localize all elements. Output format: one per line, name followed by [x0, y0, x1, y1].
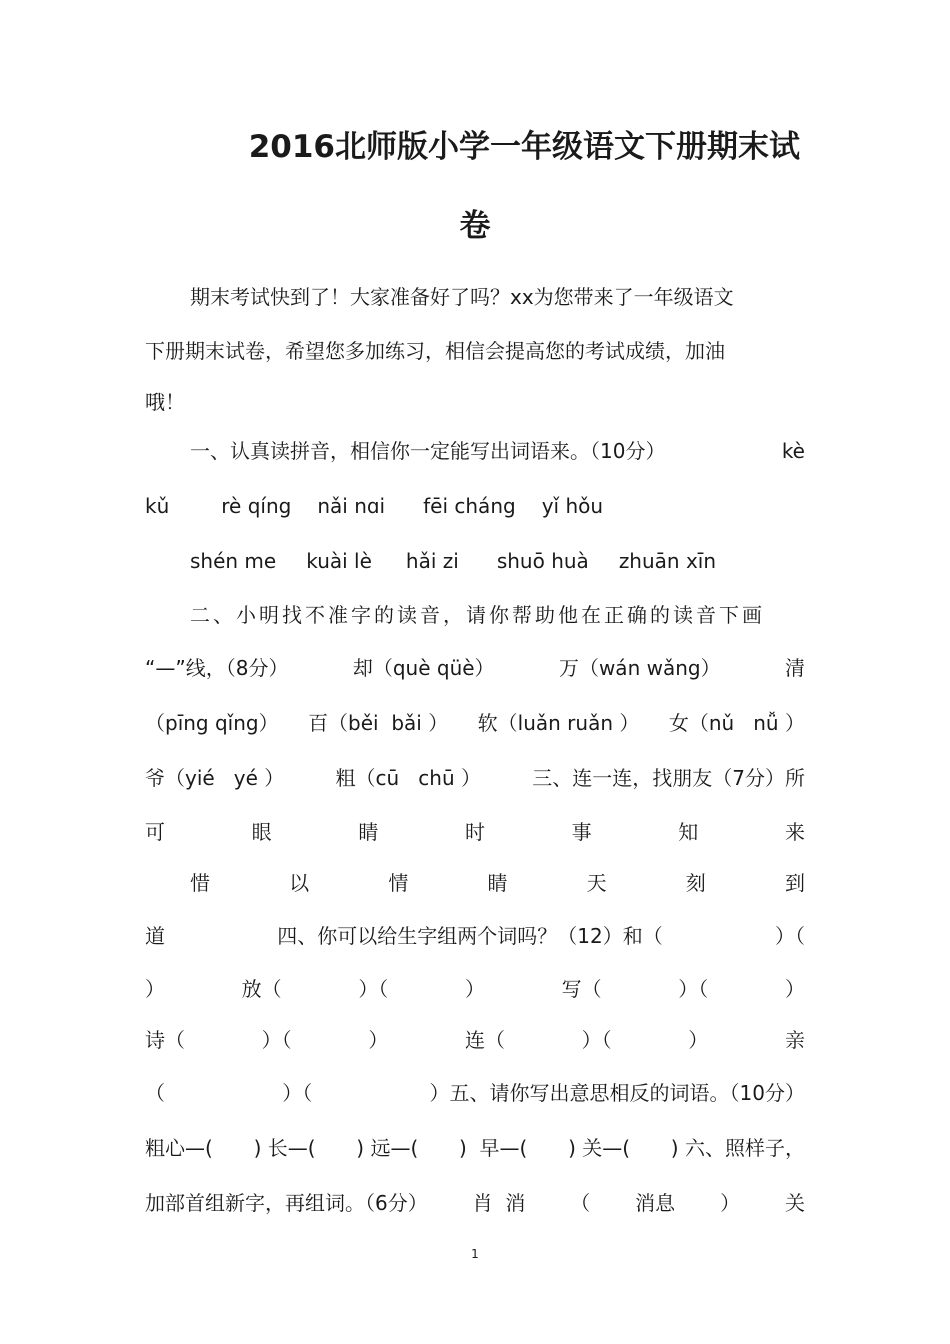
text-segment: （pīng qǐng） [145, 711, 279, 735]
text-line [145, 922, 805, 950]
text-segment: 写（ [561, 977, 602, 1001]
text-segment: 刻 [685, 871, 706, 895]
text-segment: hǎi zi [405, 549, 459, 573]
text-segment: 知 [678, 820, 699, 844]
text-segment: “—”线，（8分） [145, 656, 289, 680]
text-segment: 四、你可以给生字组两个词吗？（12）和（ [277, 924, 663, 948]
text-segment: rè qíng [221, 494, 292, 518]
text-segment: fēi cháng [423, 494, 516, 518]
text-line [145, 1026, 805, 1054]
text-segment: 软（luǎn ruǎn ） [477, 711, 640, 735]
text-segment: 关 [784, 1191, 805, 1215]
text-segment: ）（ [774, 924, 805, 948]
text-segment: ）（ [282, 1081, 313, 1105]
text-line [145, 709, 805, 737]
text-segment: 惜 [190, 871, 210, 895]
text-segment: nǎi nɑi [317, 494, 386, 518]
text-line [145, 654, 805, 682]
text-segment: 清 [784, 656, 805, 680]
text-segment: ） [464, 977, 485, 1001]
text-segment: 粗心—( [145, 1136, 213, 1160]
text-segment: 肖 消 [472, 1191, 526, 1215]
text-line [145, 1189, 805, 1217]
text-segment: 消息 [635, 1191, 676, 1215]
text-line [190, 547, 805, 575]
text-line [145, 1079, 805, 1107]
text-line [145, 764, 805, 792]
text-segment: ) 六、照样子， [670, 1136, 805, 1160]
text-segment: 却（què qüè） [352, 656, 495, 680]
text-line [190, 437, 805, 465]
text-segment: ） [145, 977, 165, 1001]
text-segment: 道 [145, 924, 165, 948]
text-segment: ) 长—( [253, 1136, 316, 1160]
text-segment: （ [145, 1081, 165, 1105]
text-segment: 女（nǔ nǚ ） [668, 711, 805, 735]
text-segment: 万（wán wǎng） [558, 656, 721, 680]
text-segment: 事 [571, 820, 592, 844]
text-segment: ） [688, 1028, 709, 1052]
text-segment: 三、连一连，找朋友（7分）所 [532, 766, 805, 790]
document-title-line-1: 2016北师版小学一年级语文下册期末试 [248, 129, 800, 165]
text-segment: 天 [586, 871, 607, 895]
text-line [190, 869, 805, 897]
text-line [145, 492, 805, 520]
text-segment: shén me [190, 549, 277, 573]
text-segment: kè [781, 439, 805, 463]
text-segment: 期末考试快到了！大家准备好了吗？xx为您带来了一年级语文 [190, 285, 734, 309]
text-segment: shuō huà [496, 549, 589, 573]
text-segment: ) 远—( [356, 1136, 419, 1160]
text-segment: 睛 [487, 871, 508, 895]
text-segment: （ [570, 1191, 591, 1215]
text-segment: ) 关—( [568, 1136, 631, 1160]
text-segment: 爷（yié yé ） [145, 766, 285, 790]
text-line [190, 601, 805, 629]
text-segment: 加部首组新字，再组词。（6分） [145, 1191, 428, 1215]
text-segment: 连（ [464, 1028, 505, 1052]
document-title-line-2: 卷 [459, 208, 491, 244]
text-segment: ）（ [261, 1028, 292, 1052]
text-segment: 以 [289, 871, 310, 895]
text-line [145, 388, 805, 416]
text-line [145, 818, 805, 846]
text-segment: ) 早—( [459, 1136, 528, 1160]
text-segment: kuài lè [306, 549, 372, 573]
text-segment: ）五、请你写出意思相反的词语。（10分） [429, 1081, 805, 1105]
text-segment: 可 [145, 820, 165, 844]
text-segment: 眼 [251, 820, 272, 844]
text-line [145, 1134, 805, 1162]
text-segment: ）（ [581, 1028, 612, 1052]
text-segment: kǔ [145, 494, 170, 518]
text-segment: 一、认真读拼音，相信你一定能写出词语来。（10分） [190, 439, 666, 463]
text-segment: ） [784, 977, 805, 1001]
text-segment: 到 [784, 871, 805, 895]
text-segment: 下册期末试卷，希望您多加练习，相信会提高您的考试成绩，加油 [145, 339, 725, 363]
text-segment: 时 [464, 820, 485, 844]
text-line [145, 337, 805, 365]
text-segment: 亲 [784, 1028, 805, 1052]
text-segment: 百（běi bǎi ） [308, 711, 449, 735]
text-segment: 来 [784, 820, 805, 844]
text-segment: 二、小明找不准字的读音，请你帮助他在正确的读音下画 [190, 603, 765, 627]
text-segment: zhuān xīn [618, 549, 717, 573]
text-segment: 诗（ [145, 1028, 185, 1052]
text-segment: 放（ [241, 977, 282, 1001]
text-line [145, 975, 805, 1003]
text-segment: 睛 [358, 820, 379, 844]
text-segment: yǐ hǒu [541, 494, 604, 518]
text-segment: ）（ [678, 977, 709, 1001]
text-segment: ）（ [358, 977, 389, 1001]
text-segment: 粗（cū chū ） [335, 766, 481, 790]
text-segment: 情 [388, 871, 409, 895]
text-line [190, 283, 805, 311]
text-segment: ） [720, 1191, 741, 1215]
text-segment: 哦！ [145, 390, 185, 414]
text-segment: ） [368, 1028, 389, 1052]
page-number: 1 [471, 1247, 479, 1261]
